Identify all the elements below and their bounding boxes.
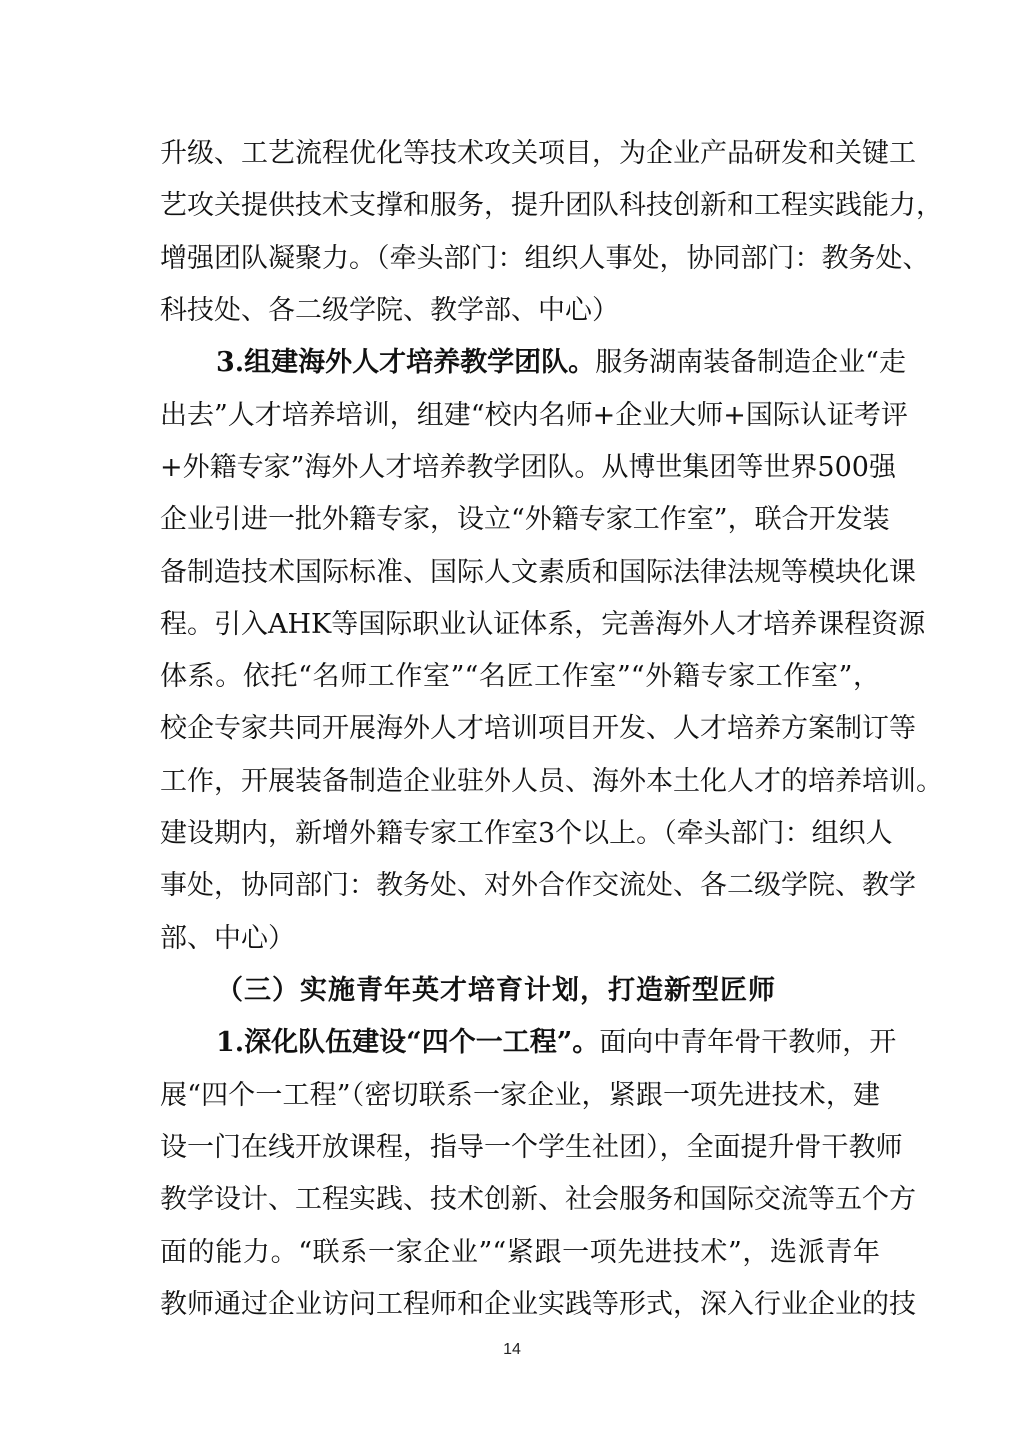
paragraph-line: 事处，协同部门：教务处、对外合作交流处、各二级学院、教学 — [160, 870, 916, 901]
subsection-1-text: 面向中青年骨干教师，开 — [599, 1027, 897, 1058]
paragraph-line: 校企专家共同开展海外人才培训项目开发、人才培养方案制订等 — [160, 713, 916, 744]
subsection-1-first-line — [216, 1021, 897, 1065]
paragraph-line: 教师通过企业访问工程师和企业实践等形式，深入行业企业的技 — [160, 1289, 916, 1320]
paragraph-line: 艺攻关提供技术支撑和服务，提升团队科技创新和工程实践能力， — [160, 190, 943, 221]
paragraph-line: 工作，开展装备制造企业驻外人员、海外本土化人才的培养培训。 — [160, 766, 943, 797]
paragraph-line: 部、中心） — [160, 923, 295, 954]
subsection-1-title: 1.深化队伍建设“四个一工程”。 — [216, 1027, 600, 1058]
paragraph-line: 程。引入AHK等国际职业认证体系，完善海外人才培养课程资源 — [160, 609, 926, 640]
paragraph-line: 备制造技术国际标准、国际人文素质和国际法律法规等模块化课 — [160, 557, 916, 588]
paragraph-line: 增强团队凝聚力。（牵头部门：组织人事处，协同部门：教务处、 — [160, 243, 930, 274]
paragraph-line: 升级、工艺流程优化等技术攻关项目，为企业产品研发和关键工 — [160, 138, 916, 169]
section-3-title: 3.组建海外人才培养教学团队。 — [216, 347, 596, 378]
paragraph-line: 出去”人才培养培训，组建“校内名师+企业大师+国际认证考评 — [160, 400, 908, 431]
paragraph-line: 面的能力。“联系一家企业”“紧跟一项先进技术”，选派青年 — [160, 1237, 880, 1268]
paragraph-line: 科技处、各二级学院、教学部、中心） — [160, 295, 619, 326]
paragraph-line: 体系。依托“名师工作室”“名匠工作室”“外籍专家工作室”， — [160, 661, 880, 692]
page-number: 14 — [503, 1341, 521, 1358]
paragraph-line: +外籍专家”海外人才培养教学团队。从博世集团等世界500强 — [160, 452, 896, 483]
section-heading: （三）实施青年英才培育计划，打造新型匠师 — [216, 975, 776, 1006]
paragraph-line: 设一门在线开放课程，指导一个学生社团），全面提升骨干教师 — [160, 1132, 903, 1163]
paragraph-line: 展“四个一工程”（密切联系一家企业，紧跟一项先进技术，建 — [160, 1080, 880, 1111]
paragraph-line: 建设期内，新增外籍专家工作室3个以上。（牵头部门：组织人 — [160, 818, 893, 849]
paragraph-line: 教学设计、工程实践、技术创新、社会服务和国际交流等五个方 — [160, 1184, 916, 1215]
section-3-first-line — [216, 341, 906, 385]
section-3-text: 服务湖南装备制造企业“走 — [595, 347, 906, 378]
paragraph-line: 企业引进一批外籍专家，设立“外籍专家工作室”，联合开发装 — [160, 504, 890, 535]
